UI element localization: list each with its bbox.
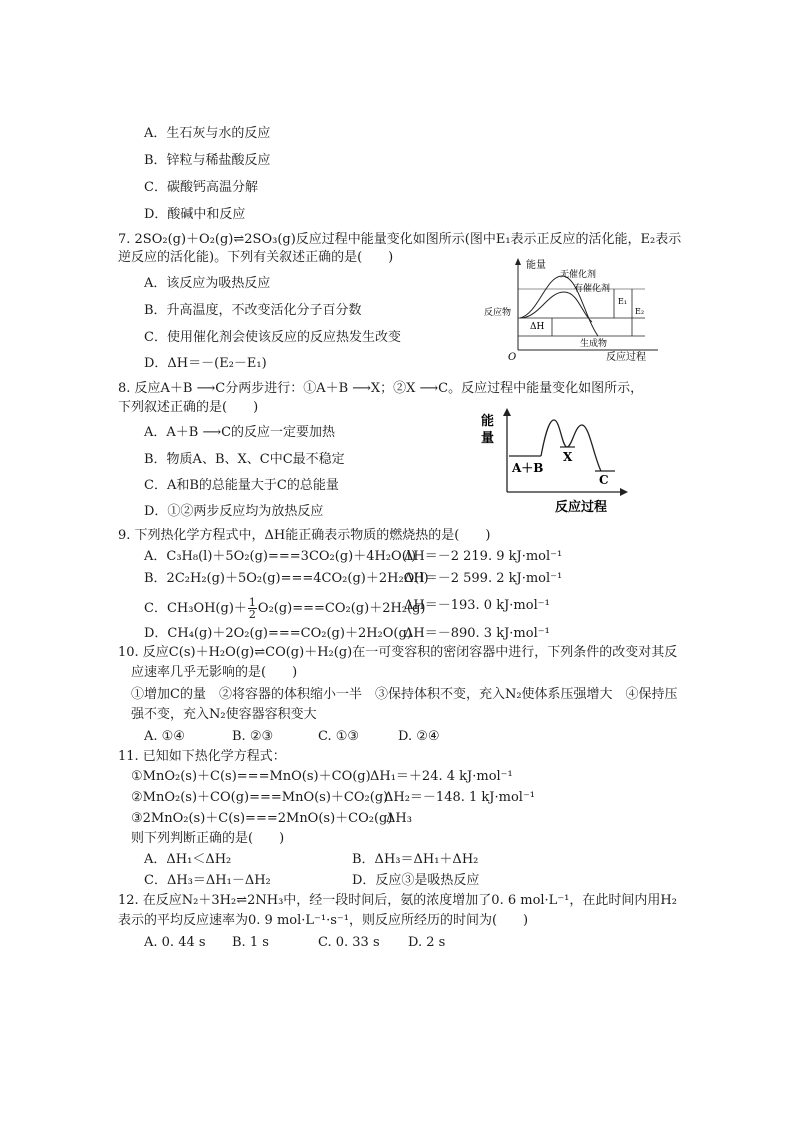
q8-option-b: B．物质A、B、X、C中C最不稳定 [144,452,345,467]
q8-option-d: D．①②两步反应均为放热反应 [144,504,324,519]
q11-option-d: D．反应③是吸热反应 [352,873,480,888]
q7-stem-line1: 7. 2SO₂(g)＋O₂(g)⇌2SO₃(g)反应过程中能量变化如图所示(图中E₁表示正反应的活化能，E₂表示 [118,232,682,247]
q7-option-b: B．升高温度，不改变活化分子百分数 [144,303,362,318]
q9-c-frac-num: 1 [248,596,256,609]
q11-eq3-dh: ΔH₃ [386,811,412,826]
q11-eq3: ③2MnO₂(s)＋C(s)===2MnO(s)＋CO₂(g) [131,811,393,826]
q7-e2-label: E₂ [635,307,645,316]
q7-option-c: C．使用催化剂会使该反应的反应热发生改变 [144,330,401,345]
q8-x-label: 反应过程 [555,500,608,515]
q10-conditions-line2: 强不变，充入N₂使容器容积变大 [131,707,317,722]
q8-y-label-2: 量 [481,431,495,446]
q9-c-dh: ΔH＝－193. 0 kJ·mol⁻¹ [404,598,550,613]
q12-option-d: D. 2 s [408,935,446,950]
q11-option-b: B．ΔH₃＝ΔH₁＋ΔH₂ [352,852,479,867]
q9-b-eq: B．2C₂H₂(g)＋5O₂(g)===4CO₂(g)＋2H₂O(l) [144,571,429,586]
q8-option-a: A．A＋B ⟶C的反应一定要加热 [144,425,336,440]
q7-reactant-label: 反应物 [484,308,512,318]
q9-c-fraction [248,597,257,620]
q7-no-catalyst-label: 无催化剂 [560,270,597,280]
q11-ask: 则下列判断正确的是( ) [131,831,285,846]
q12-option-b: B. 1 s [232,935,269,950]
q8-stem-line1: 8. 反应A＋B ⟶C分两步进行：①A＋B ⟶X；②X ⟶C。反应过程中能量变化如图所示， [118,381,644,396]
q8-option-c: C．A和B的总能量大于C的总能量 [144,478,339,493]
q7-option-a: A．该反应为吸热反应 [144,276,271,291]
q10-option-d: D. ②④ [398,729,440,744]
q12-stem-line1: 12. 在反应N₂＋3H₂⇌2NH₃中，经一段时间后，氨的浓度增加了0. 6 mol·L⁻¹，在此时间内用H₂ [118,893,677,908]
q11-eq2: ②MnO₂(s)＋CO(g)===MnO(s)＋CO₂(g) [131,790,389,805]
q9-c-eq-post: O₂(g)===CO₂(g)＋2H₂(g) [257,601,426,616]
q8-y-label-1: 能 [481,414,495,429]
q9-d-dh: ΔH＝－890. 3 kJ·mol⁻¹ [404,626,550,641]
q10-option-a: A. ①④ [144,729,185,744]
q9-c-frac-den: 2 [248,608,256,621]
q9-a-dh: ΔH＝－2 219. 9 kJ·mol⁻¹ [404,549,563,564]
q11-eq1-dh: ΔH₁＝＋24. 4 kJ·mol⁻¹ [370,769,513,784]
q8-x-point-label: X [563,450,573,464]
q7-option-d: D．ΔH＝－(E₂－E₁) [144,356,267,371]
q7-stem-line2: 逆反应的活化能)。下列有关叙述正确的是( ) [118,250,394,265]
q11-option-a: A．ΔH₁＜ΔH₂ [144,852,232,867]
q10-option-c: C. ①③ [318,729,360,744]
q6-option-d: D．酸碱中和反应 [144,207,246,222]
q7-dh-label: ΔH [530,322,545,332]
q8-stem-line2: 下列叙述正确的是( ) [118,400,259,415]
q10-stem-line1: 10. 反应C(s)＋H₂O(g)⇌CO(g)＋H₂(g)在一可变容积的密闭容器中进行，下列条件的改变对其反 [118,645,678,660]
q7-energy-diagram [480,256,690,364]
q7-y-arrow [515,258,521,265]
q11-option-c: C．ΔH₃＝ΔH₁－ΔH₂ [144,873,271,888]
q9-option-a [144,548,416,566]
q9-option-d [144,625,412,643]
q9-option-b [144,570,429,588]
q8-y-arrow [503,408,511,416]
q8-c-label: C [599,473,609,487]
q10-conditions-line1: ①增加C的量 ②将容器的体积缩小一半 ③保持体积不变，充入N₂使体系压强增大 ④保持压 [131,687,678,702]
q9-d-eq: D．CH₄(g)＋2O₂(g)===CO₂(g)＋2H₂O(g) [144,626,412,641]
q6-option-b: B．锌粒与稀盐酸反应 [144,153,271,168]
q9-option-c [144,597,426,620]
q8-ab-label: A＋B [512,461,544,475]
q7-y-label: 能量 [526,260,546,271]
q8-x-arrow [620,488,628,496]
q9-stem: 9. 下列热化学方程式中，ΔH能正确表示物质的燃烧热的是( ) [118,528,491,543]
q9-b-dh: ΔH＝－2 599. 2 kJ·mol⁻¹ [404,571,563,586]
q11-stem: 11. 已知如下热化学方程式： [118,749,286,764]
q12-option-c: C. 0. 33 s [318,935,380,950]
q7-origin-label: O [508,352,517,363]
q12-stem-line2: 表示的平均反应速率为0. 9 mol·L⁻¹·s⁻¹，则反应所经历的时间为( ) [118,913,529,928]
q11-eq1: ①MnO₂(s)＋C(s)===MnO(s)＋CO(g) [131,769,371,784]
q7-curve-catalyst [522,292,592,322]
q10-option-b: B. ②③ [232,729,274,744]
q12-option-a: A. 0. 44 s [144,935,206,950]
q9-c-eq-pre: C．CH₃OH(g)＋ [144,601,247,616]
q6-option-c: C．碳酸钙高温分解 [144,180,258,195]
q11-eq2-dh: ΔH₂＝－148. 1 kJ·mol⁻¹ [384,790,536,805]
q7-catalyst-label: 有催化剂 [574,284,611,294]
q8-energy-diagram [475,405,635,517]
q10-stem-line2: 应速率几乎无影响的是( ) [131,665,298,680]
q7-product-label: 生成物 [580,339,608,349]
q7-x-label: 反应过程 [606,352,646,363]
q9-a-eq: A．C₃H₈(l)＋5O₂(g)===3CO₂(g)＋4H₂O(l) [144,549,417,564]
q6-option-a: A．生石灰与水的反应 [144,126,271,141]
q7-e1-label: E₁ [618,297,628,306]
